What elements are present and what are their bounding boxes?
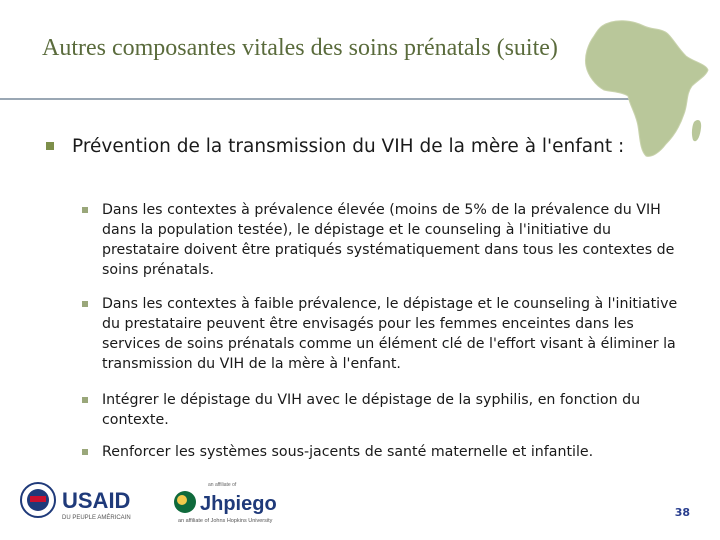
title-divider bbox=[0, 98, 656, 100]
jhpiego-wordmark: Jhpiego bbox=[200, 493, 277, 515]
sub-bullet-text: Intégrer le dépistage du VIH avec le dépistage de la syphilis, en fonction du contexte. bbox=[102, 392, 641, 428]
sub-bullet-4 bbox=[82, 442, 682, 462]
slide-title: Autres composantes vitales des soins prénatals (suite) bbox=[42, 35, 558, 61]
sub-bullet-text: Dans les contextes à prévalence élevée (moins de 5% de la prévalence du VIH dans la population testée), le dépistage et le counseling à l'initiative du prestataire doivent être pratiqués systématiquement dans tous les contextes de soins prénatals. bbox=[102, 202, 675, 278]
main-bullet bbox=[46, 134, 626, 159]
jhpiego-logo-icon bbox=[174, 482, 277, 524]
usaid-wordmark: USAID bbox=[62, 488, 131, 513]
bullet-marker bbox=[82, 301, 88, 307]
bullet-marker bbox=[82, 449, 88, 455]
bullet-marker bbox=[46, 142, 54, 150]
jhpiego-top-note: an affiliate of bbox=[208, 482, 237, 488]
usaid-tagline: DU PEUPLE AMÉRICAIN bbox=[62, 515, 131, 521]
bullet-marker bbox=[82, 397, 88, 403]
main-bullet-text: Prévention de la transmission du VIH de la mère à l'enfant : bbox=[72, 136, 625, 157]
sub-bullet-text: Dans les contextes à faible prévalence, le dépistage et le counseling à l'initiative du prestataire peuvent être envisagés pour les femmes enceintes dans les services de soins prénatals comme un élément clé de l'effort visant à éliminer la transmission du VIH de la mère à l'enfant. bbox=[102, 296, 678, 372]
sub-bullet-1 bbox=[82, 200, 682, 280]
sub-bullet-text: Renforcer les systèmes sous-jacents de santé maternelle et infantile. bbox=[102, 444, 594, 460]
sub-bullet-3 bbox=[82, 390, 682, 430]
usaid-logo-icon bbox=[21, 483, 131, 521]
page-number: 38 bbox=[674, 506, 690, 519]
sub-bullet-2 bbox=[82, 294, 682, 374]
footer-logos bbox=[18, 478, 288, 526]
bullet-marker bbox=[82, 207, 88, 213]
jhpiego-tagline: an affiliate of Johns Hopkins University bbox=[178, 518, 273, 524]
